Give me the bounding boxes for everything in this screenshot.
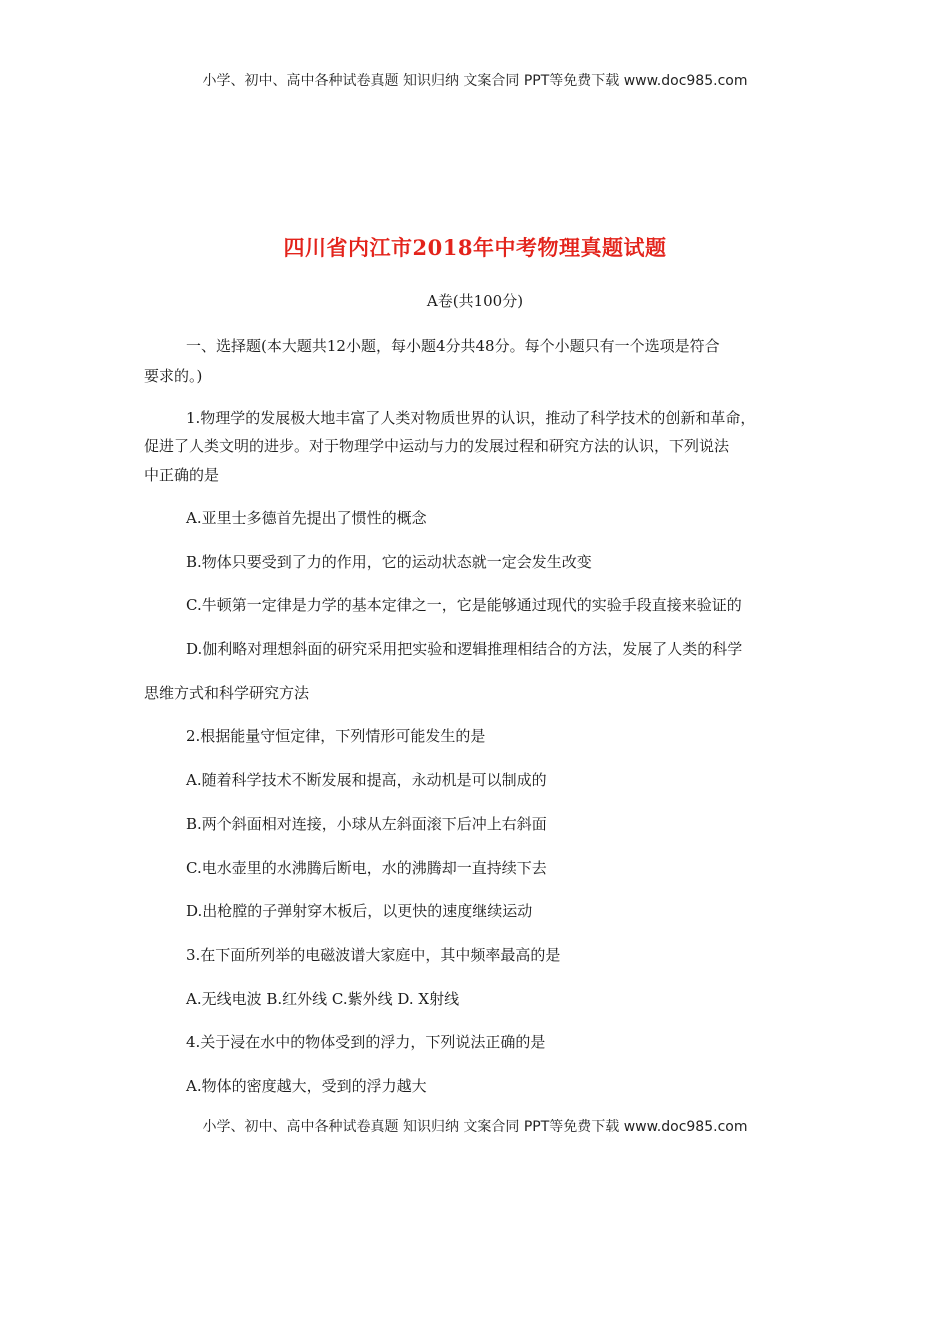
q4-option-a: A.物体的密度越大，受到的浮力越大 [186, 1077, 427, 1095]
section-a-heading: A卷(共100分) [426, 292, 524, 310]
q1-stem-line1: 1.物理学的发展极大地丰富了人类对物质世界的认识，推动了科学技术的创新和革命， [186, 409, 756, 427]
q2-option-b: B.两个斜面相对连接，小球从左斜面滚下后冲上右斜面 [186, 815, 547, 833]
part1-instructions-line2: 要求的。) [144, 367, 203, 385]
q1-option-d-line1: D.伽利略对理想斜面的研究采用把实验和逻辑推理相结合的方法，发展了人类的科学 [186, 640, 743, 658]
q3-stem: 3.在下面所列举的电磁波谱大家庭中，其中频率最高的是 [186, 946, 561, 964]
q1-option-c: C.牛顿第一定律是力学的基本定律之一，它是能够通过现代的实验手段直接来验证的 [186, 596, 742, 614]
q1-option-b: B.物体只要受到了力的作用，它的运动状态就一定会发生改变 [186, 553, 592, 571]
q3-options: A.无线电波 B.红外线 C.紫外线 D. X射线 [186, 990, 460, 1008]
page-title: 四川省内江市2018年中考物理真题试题 [283, 235, 667, 260]
q2-stem: 2.根据能量守恒定律，下列情形可能发生的是 [186, 727, 486, 745]
q2-option-a: A.随着科学技术不断发展和提高，永动机是可以制成的 [186, 771, 547, 789]
q1-option-d-line2: 思维方式和科学研究方法 [144, 684, 310, 702]
q2-option-d: D.出枪膛的子弹射穿木板后，以更快的速度继续运动 [186, 902, 533, 920]
q2-option-c: C.电水壶里的水沸腾后断电，水的沸腾却一直持续下去 [186, 859, 547, 877]
q1-stem-line3: 中正确的是 [144, 466, 220, 484]
part1-instructions-line1: 一、选择题(本大题共12小题，每小题4分共48分。每个小题只有一个选项是符合 [186, 337, 720, 355]
q4-stem: 4.关于浸在水中的物体受到的浮力，下列说法正确的是 [186, 1033, 546, 1051]
q1-option-a: A.亚里士多德首先提出了惯性的概念 [186, 509, 427, 527]
top-banner: 小学、初中、高中各种试卷真题 知识归纳 文案合同 PPT等免费下载 www.doc985.com [202, 73, 748, 89]
q1-stem-line2: 促进了人类文明的进步。对于物理学中运动与力的发展过程和研究方法的认识，下列说法 [144, 437, 730, 455]
bottom-banner: 小学、初中、高中各种试卷真题 知识归纳 文案合同 PPT等免费下载 www.doc985.com [202, 1119, 748, 1135]
